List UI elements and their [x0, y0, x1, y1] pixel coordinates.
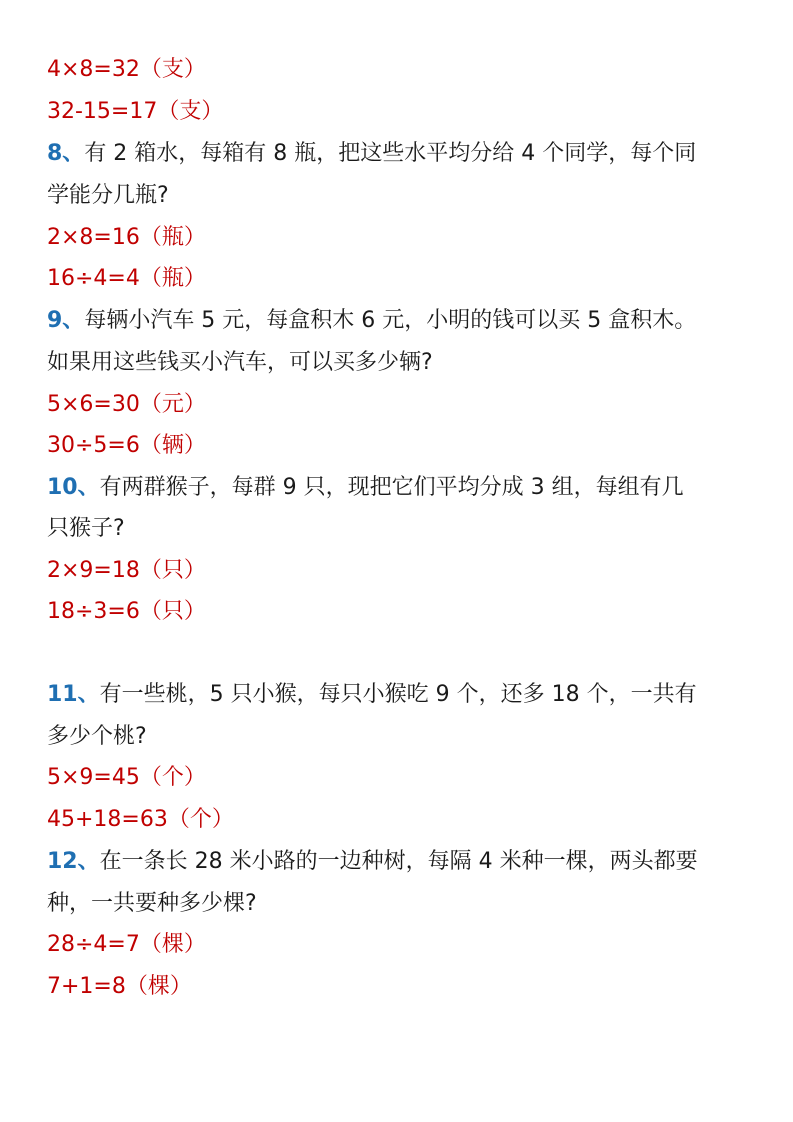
question-12 — [47, 847, 757, 877]
question-text: 如果用这些钱买小汽车，可以买多少辆? — [47, 350, 433, 375]
question-number: 11、 — [47, 682, 100, 707]
answer-line — [47, 55, 757, 85]
question-number: 12、 — [47, 849, 100, 874]
question-continuation — [47, 889, 757, 919]
question-8 — [47, 139, 757, 169]
answer-line — [47, 223, 757, 253]
answer-text: 32-15=17（支） — [47, 99, 224, 124]
answer-text: 45+18=63（个） — [47, 807, 234, 832]
question-number: 10、 — [47, 475, 100, 500]
answer-line — [47, 556, 757, 586]
question-number: 8、 — [47, 141, 85, 166]
answer-text: 16÷4=4（瓶） — [47, 266, 206, 291]
question-continuation — [47, 514, 757, 544]
question-text: 每辆小汽车 5 元，每盒积木 6 元，小明的钱可以买 5 盒积木。 — [84, 308, 697, 333]
question-text: 有一些桃，5 只小猴，每只小猴吃 9 个，还多 18 个，一共有 — [99, 682, 697, 707]
answer-text: 18÷3=6（只） — [47, 599, 206, 624]
answer-line — [47, 431, 757, 461]
question-continuation — [47, 722, 757, 752]
question-11 — [47, 680, 757, 710]
answer-line — [47, 972, 757, 1002]
question-number: 9、 — [47, 308, 85, 333]
answer-text: 7+1=8（棵） — [47, 974, 192, 999]
answer-line — [47, 264, 757, 294]
question-text: 在一条长 28 米小路的一边种树，每隔 4 米种一棵，两头都要 — [99, 849, 698, 874]
question-continuation — [47, 348, 757, 378]
answer-text: 5×9=45（个） — [47, 765, 206, 790]
question-text: 多少个桃? — [47, 724, 147, 749]
answer-line — [47, 597, 757, 627]
question-text: 有 2 箱水，每箱有 8 瓶，把这些水平均分给 4 个同学，每个同 — [84, 141, 697, 166]
answer-line — [47, 930, 757, 960]
answer-text: 4×8=32（支） — [47, 57, 206, 82]
answer-text: 28÷4=7（棵） — [47, 932, 206, 957]
answer-line — [47, 390, 757, 420]
question-9 — [47, 306, 757, 336]
answer-line — [47, 97, 757, 127]
answer-line — [47, 805, 757, 835]
answer-line — [47, 763, 757, 793]
answer-text: 5×6=30（元） — [47, 392, 206, 417]
answer-text: 2×9=18（只） — [47, 558, 206, 583]
question-text: 只猴子? — [47, 516, 125, 541]
question-text: 有两群猴子，每群 9 只，现把它们平均分成 3 组，每组有几 — [99, 475, 684, 500]
answer-text: 30÷5=6（辆） — [47, 433, 206, 458]
question-10 — [47, 473, 757, 503]
question-text: 种，一共要种多少棵? — [47, 891, 257, 916]
question-continuation — [47, 181, 757, 211]
answer-text: 2×8=16（瓶） — [47, 225, 206, 250]
question-text: 学能分几瓶? — [47, 183, 169, 208]
